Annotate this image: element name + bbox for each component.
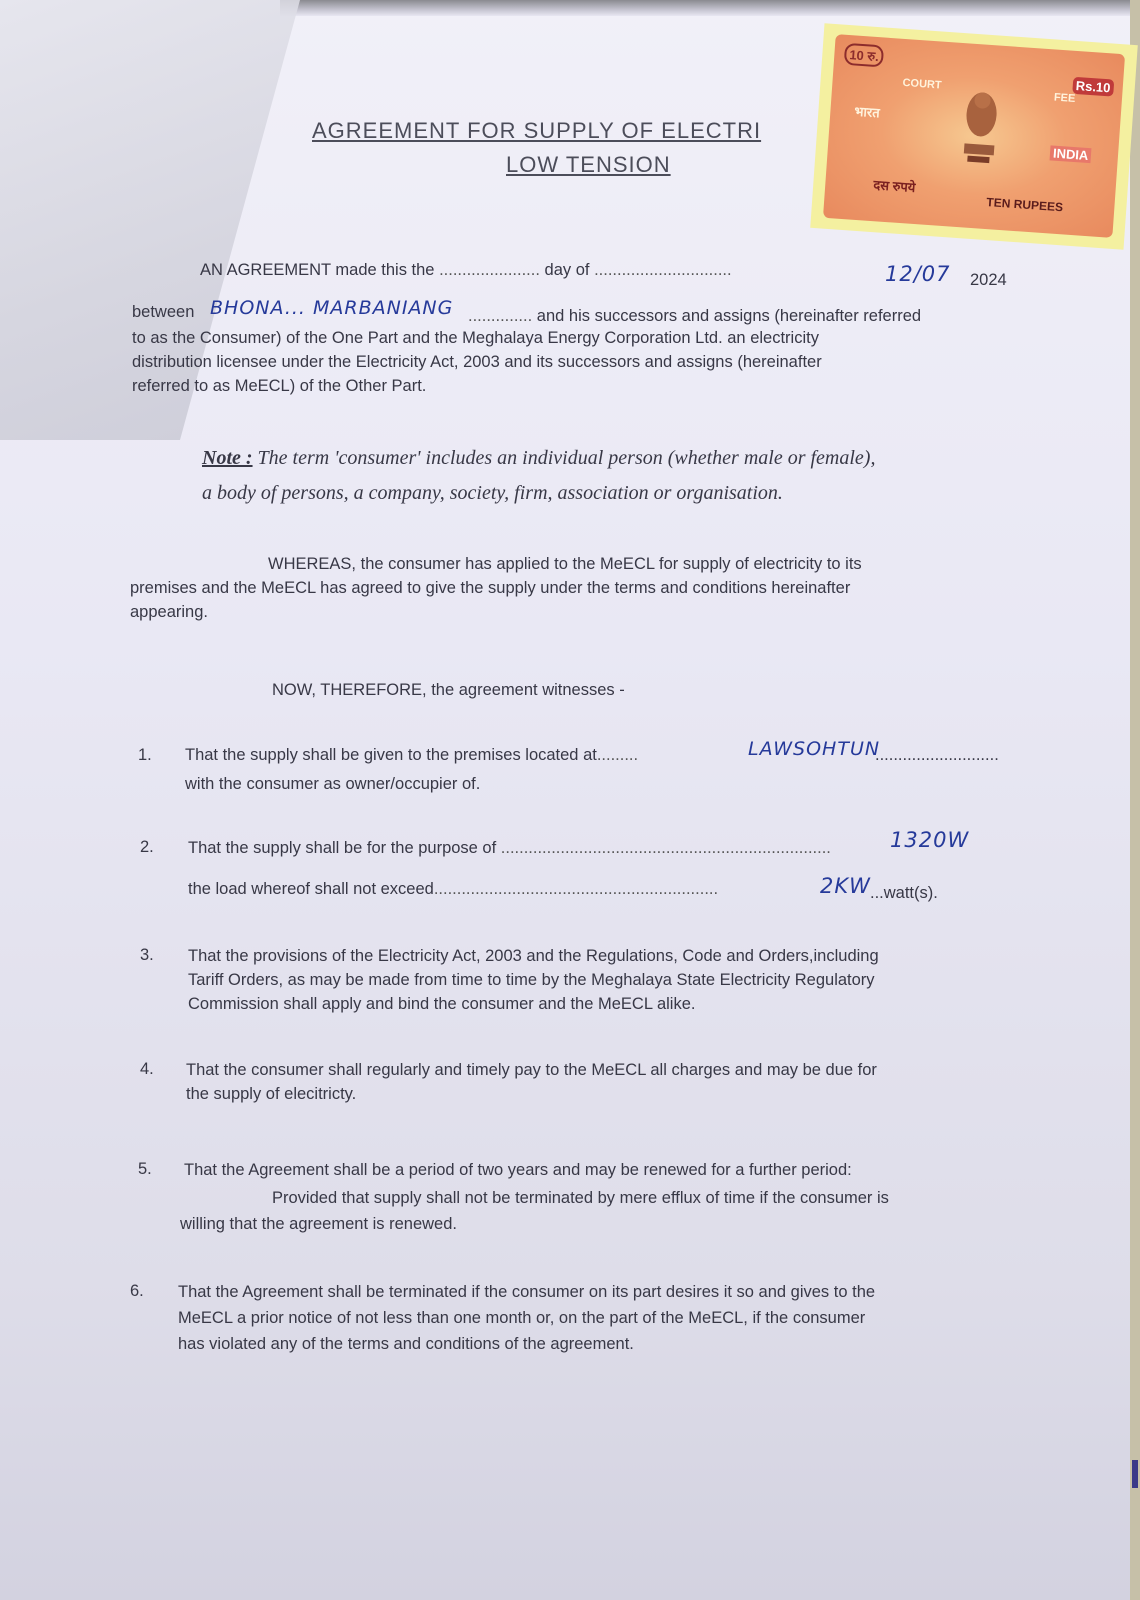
name-dots: ..............	[468, 307, 533, 325]
clause-6-line-2: MeECL a prior notice of not less than one month or, on the part of the MeECL, if the consumer	[178, 1309, 866, 1327]
intro-line-2-tail	[468, 304, 921, 328]
whereas-line-3: appearing.	[130, 603, 208, 621]
stamp-india-text: INDIA	[1050, 145, 1092, 163]
clause-1-dots: .........	[596, 746, 639, 764]
clause-3-line-1: That the provisions of the Electricity Act, 2003 and the Regulations, Code and Orders,including	[188, 947, 879, 965]
stamp-fee-text: FEE	[1053, 91, 1076, 105]
stamp-value-badge: 10 रु.	[844, 43, 885, 68]
clause-2-line-2	[188, 877, 718, 901]
edge-marker	[1132, 1460, 1138, 1488]
national-emblem-icon	[952, 83, 1008, 176]
note-text-1: The term 'consumer' includes an individual person (whether male or female),	[257, 447, 876, 469]
intro-between-label: between	[132, 303, 195, 321]
intro-line-4: distribution licensee under the Electricity Act, 2003 and its successors and assigns (hereinafter	[132, 353, 822, 371]
intro-dots-1: ......................	[439, 261, 540, 279]
stamp-bharat-text: भारत	[853, 103, 881, 121]
now-therefore-lead: NOW, THEREFORE,	[272, 681, 427, 699]
stamp-das-rupaye-text: दस रुपये	[872, 177, 916, 196]
stamp-ten-rupees-text: TEN RUPEES	[985, 195, 1064, 215]
intro-dots-2: ..............................	[594, 261, 732, 279]
clause-2-line-1	[188, 836, 831, 860]
year-value: 2024	[970, 271, 1007, 289]
printed-year	[970, 268, 1007, 292]
clause-4-line-2: the supply of elecitricty.	[186, 1085, 357, 1103]
stamp-court-text: COURT	[902, 76, 942, 92]
whereas-line-2: premises and the MeECL has agreed to give the supply under the terms and conditions hereinafter	[130, 579, 851, 597]
clause-2-text-2: the load whereof shall not exceed	[188, 880, 434, 898]
clause-5-line-1: That the Agreement shall be a period of two years and may be renewed for a further period:	[184, 1161, 852, 1179]
clause-2-number: 2.	[140, 838, 154, 856]
clause-5-number: 5.	[138, 1160, 152, 1178]
page-right-edge	[1130, 0, 1140, 1600]
clause-2-unit: ...watt(s).	[870, 884, 938, 902]
note-line-2: a body of persons, a company, society, firm, association or organisation.	[202, 482, 783, 504]
handwritten-premises-location: LAWSOHTUN	[748, 738, 881, 760]
page-top-edge	[280, 0, 1140, 16]
clause-2-text: That the supply shall be for the purpose of	[188, 839, 497, 857]
clause-5-line-2: Provided that supply shall not be terminated by mere efflux of time if the consumer is	[272, 1189, 889, 1207]
handwritten-consumer-name: BHONA... MARBANIANG	[210, 297, 454, 319]
handwritten-date: 12/07	[885, 262, 951, 286]
court-fee-stamp	[810, 23, 1138, 249]
clause-1-line-2: with the consumer as owner/occupier of.	[185, 775, 481, 793]
clause-6-number: 6.	[130, 1282, 144, 1300]
clause-5-line-3: willing that the agreement is renewed.	[180, 1215, 457, 1233]
note-label: Note :	[202, 447, 253, 469]
clause-6-line-3: has violated any of the terms and conditions of the agreement.	[178, 1335, 634, 1353]
clause-4-line-1: That the consumer shall regularly and timely pay to the MeECL all charges and may be due for	[186, 1061, 877, 1079]
whereas-text-1: the consumer has applied to the MeECL for supply of electricity to its	[360, 555, 862, 573]
intro-lead: AN AGREEMENT	[200, 261, 331, 279]
handwritten-purpose: 1320W	[890, 828, 970, 852]
clause-3-line-3: Commission shall apply and bind the consumer and the MeECL alike.	[188, 995, 696, 1013]
document-subtitle: LOW TENSION	[506, 152, 671, 177]
stamp-rs-badge: Rs.10	[1072, 77, 1114, 97]
clause-6-line-1: That the Agreement shall be terminated if the consumer on its part desires it so and gives to the	[178, 1283, 876, 1301]
now-therefore-line	[272, 678, 625, 702]
now-therefore-tail: the agreement witnesses -	[431, 681, 625, 699]
clause-1-number: 1.	[138, 746, 152, 764]
intro-line-2-text: and his successors and assigns (hereinafter referred	[536, 307, 922, 325]
clause-1-text: That the supply shall be given to the premises located at	[185, 746, 597, 764]
clause-2-dots-2: ..............................................................	[433, 880, 719, 898]
clause-1-line-1	[185, 743, 638, 767]
stamp-face	[823, 34, 1125, 238]
clause-4-number: 4.	[140, 1060, 154, 1078]
intro-line-1	[200, 258, 732, 282]
clause-1-dots-after: ...........................	[875, 746, 999, 764]
document-title: AGREEMENT FOR SUPPLY OF ELECTRI	[312, 118, 762, 143]
intro-line-5: referred to as MeECL) of the Other Part.	[132, 377, 427, 395]
intro-day-of: day of	[544, 261, 590, 279]
clause-3-number: 3.	[140, 946, 154, 964]
whereas-line-1	[268, 552, 862, 576]
whereas-lead: WHEREAS,	[268, 555, 357, 573]
intro-line-3: to as the Consumer) of the One Part and the Meghalaya Energy Corporation Ltd. an electricity	[132, 329, 819, 347]
note-line-1	[202, 447, 875, 470]
handwritten-load: 2KW	[820, 874, 871, 898]
clause-2-dots: ........................................................................	[500, 839, 831, 857]
clause-3-line-2: Tariff Orders, as may be made from time to time by the Meghalaya State Electricity Regulatory	[188, 971, 875, 989]
intro-made-this-the: made this the	[335, 261, 435, 279]
